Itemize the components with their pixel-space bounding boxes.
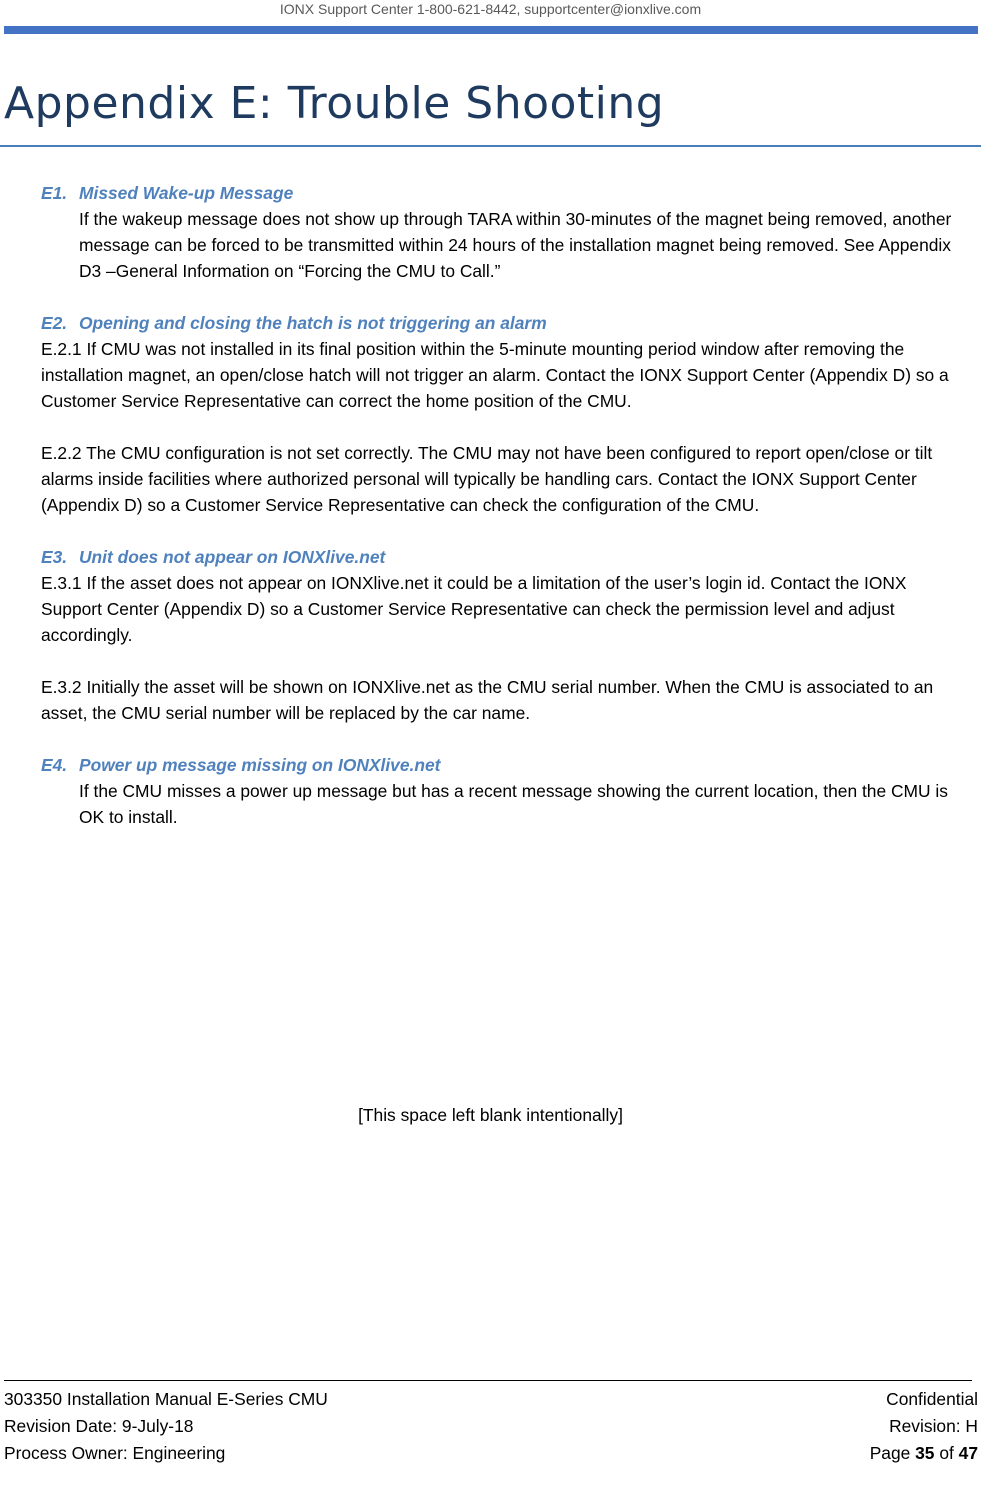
revision-date: Revision Date: 9-July-18	[4, 1416, 194, 1436]
section-heading	[41, 752, 971, 778]
page-of: of	[934, 1443, 959, 1463]
footer-row	[4, 1440, 978, 1467]
document-body	[41, 180, 971, 830]
title-underline	[0, 145, 981, 147]
section-heading	[41, 310, 971, 336]
page-title: Appendix E: Trouble Shooting	[4, 78, 665, 129]
section-e3	[41, 544, 971, 726]
section-paragraph: E.3.2 Initially the asset will be shown on IONXlive.net as the CMU serial number. When the CMU is associated to an asset, the CMU serial number will be replaced by the car name.	[41, 677, 934, 723]
section-heading	[41, 180, 971, 206]
section-paragraph: E.2.2 The CMU configuration is not set correctly. The CMU may not have been configured to report open/close or tilt alarms inside facilities where authorized personal will typically be handling cars. Contact the IONX Support Center (Appendix D) so a Customer Service Representative can check the configuration of the CMU.	[41, 443, 933, 515]
section-e1	[41, 180, 971, 284]
section-title: Opening and closing the hatch is not triggering an alarm	[79, 313, 547, 333]
section-title: Missed Wake-up Message	[79, 183, 294, 203]
footer-row	[4, 1386, 978, 1413]
footer-divider	[4, 1380, 972, 1381]
section-number: E3.	[41, 547, 68, 567]
support-contact-line: IONX Support Center 1-800-621-8442, supportcenter@ionxlive.com	[279, 1, 702, 17]
revision-label: Revision: H	[889, 1416, 978, 1436]
section-number: E2.	[41, 313, 68, 333]
document-title: 303350 Installation Manual E-Series CMU	[4, 1389, 328, 1409]
page-prefix: Page	[869, 1443, 916, 1463]
section-title: Power up message missing on IONXlive.net	[79, 755, 441, 775]
section-e2	[41, 310, 971, 518]
process-owner: Process Owner: Engineering	[4, 1443, 226, 1463]
section-paragraph: E.2.1 If CMU was not installed in its final position within the 5-minute mounting period window after removing the installation magnet, an open/close hatch will not trigger an alarm. Contact the IONX Support Center (Appendix D) so a Customer Service Representative can correct the home position of the CMU.	[41, 339, 949, 411]
page-number	[870, 1440, 978, 1467]
header-accent-bar	[4, 26, 978, 34]
section-paragraph: E.3.1 If the asset does not appear on IONXlive.net it could be a limitation of the user’s login id. Contact the IONX Support Center (Appendix D) so a Customer Service Representative can check the permission level and adjust accordingly.	[41, 573, 907, 645]
footer-row	[4, 1413, 978, 1440]
section-title: Unit does not appear on IONXlive.net	[79, 547, 386, 567]
page-total: 47	[958, 1443, 978, 1463]
section-heading	[41, 544, 971, 570]
section-number: E1.	[41, 183, 68, 203]
blank-space-notice: [This space left blank intentionally]	[358, 1105, 623, 1125]
page-footer	[4, 1386, 978, 1467]
page-current: 35	[915, 1443, 935, 1463]
section-e4	[41, 752, 971, 830]
section-paragraph: If the CMU misses a power up message but has a recent message showing the current location, then the CMU is OK to install.	[79, 781, 948, 827]
section-number: E4.	[41, 755, 68, 775]
section-paragraph: If the wakeup message does not show up through TARA within 30-minutes of the magnet being removed, another message can be forced to be transmitted within 24 hours of the installation magnet being removed. See Appendix D3 –General Information on “Forcing the CMU to Call.”	[79, 209, 952, 281]
confidential-label: Confidential	[886, 1389, 978, 1409]
